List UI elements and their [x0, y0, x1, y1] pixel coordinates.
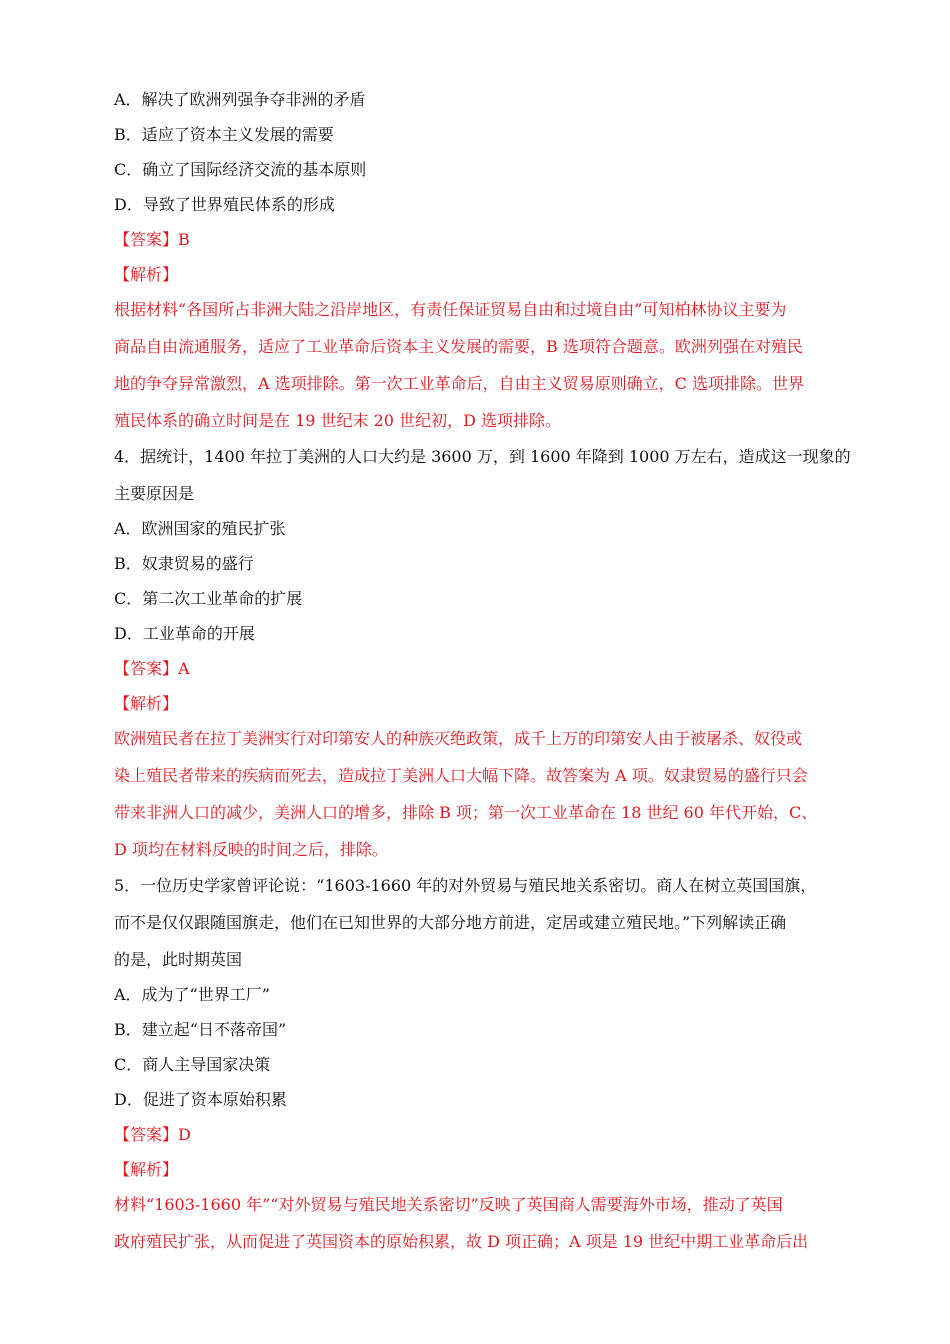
q3-analysis-label: 【解析】: [114, 265, 179, 284]
q5-question-line: 的是，此时期英国: [114, 950, 243, 969]
q3-analysis-line: 商品自由流通服务，适应了工业革命后资本主义发展的需要，B 选项符合题意。欧洲列强在对殖民: [114, 337, 803, 356]
q4-answer: 【答案】A: [114, 659, 190, 678]
q3-analysis-line: 地的争夺异常激烈，A 选项排除。第一次工业革命后，自由主义贸易原则确立，C 选项排除。世界: [114, 374, 804, 393]
q4-question-line: 主要原因是: [114, 484, 195, 503]
q4-option-b: B．奴隶贸易的盛行: [114, 554, 254, 573]
q5-analysis-line: 材料“1603-1660 年”“对外贸易与殖民地关系密切”反映了英国商人需要海外市场，推动了英国: [114, 1195, 783, 1214]
q4-option-a: A．欧洲国家的殖民扩张: [114, 519, 286, 538]
q3-option-a: A．解决了欧洲列强争夺非洲的矛盾: [114, 90, 366, 109]
q3-option-b: B．适应了资本主义发展的需要: [114, 125, 334, 144]
q5-option-b: B．建立起“日不落帝国”: [114, 1020, 287, 1039]
q3-answer: 【答案】B: [114, 230, 190, 249]
q4-analysis-line: D 项均在材料反映的时间之后，排除。: [114, 840, 388, 859]
q5-analysis-line: 政府殖民扩张，从而促进了英国资本的原始积累，故 D 项正确；A 项是 19 世纪中期工业革命后出: [114, 1232, 809, 1251]
q4-option-d: D．工业革命的开展: [114, 624, 255, 643]
q5-option-a: A．成为了“世界工厂”: [114, 985, 270, 1004]
q5-question-line: 而不是仅仅跟随国旗走，他们在已知世界的大部分地方前进，定居或建立殖民地。”下列解读正确: [114, 913, 787, 932]
q4-question-line: 4．据统计，1400 年拉丁美洲的人口大约是 3600 万，到 1600 年降到 1000 万左右，造成这一现象的: [114, 447, 851, 466]
q4-analysis-label: 【解析】: [114, 694, 179, 713]
q3-analysis-line: 殖民体系的确立时间是在 19 世纪末 20 世纪初，D 选项排除。: [114, 411, 561, 430]
q4-analysis-line: 带来非洲人口的减少，美洲人口的增多，排除 B 项；第一次工业革命在 18 世纪 60 年代开始，C、: [114, 803, 818, 822]
q3-analysis-line: 根据材料“各国所占非洲大陆之沿岸地区，有责任保证贸易自由和过境自由”可知柏林协议主要为: [114, 300, 787, 319]
q5-analysis-label: 【解析】: [114, 1160, 179, 1179]
q5-option-d: D．促进了资本原始积累: [114, 1090, 287, 1109]
q4-analysis-line: 染上殖民者带来的疾病而死去，造成拉丁美洲人口大幅下降。故答案为 A 项。奴隶贸易的盛行只会: [114, 766, 808, 785]
q5-question-line: 5．一位历史学家曾评论说：“1603-1660 年的对外贸易与殖民地关系密切。商人在树立英国国旗，: [114, 876, 817, 895]
q5-answer: 【答案】D: [114, 1125, 191, 1144]
q4-option-c: C．第二次工业革命的扩展: [114, 589, 303, 608]
q3-option-c: C．确立了国际经济交流的基本原则: [114, 160, 367, 179]
q3-option-d: D．导致了世界殖民体系的形成: [114, 195, 335, 214]
q4-analysis-line: 欧洲殖民者在拉丁美洲实行对印第安人的种族灭绝政策，成千上万的印第安人由于被屠杀、奴役或: [114, 729, 803, 748]
q5-option-c: C．商人主导国家决策: [114, 1055, 271, 1074]
